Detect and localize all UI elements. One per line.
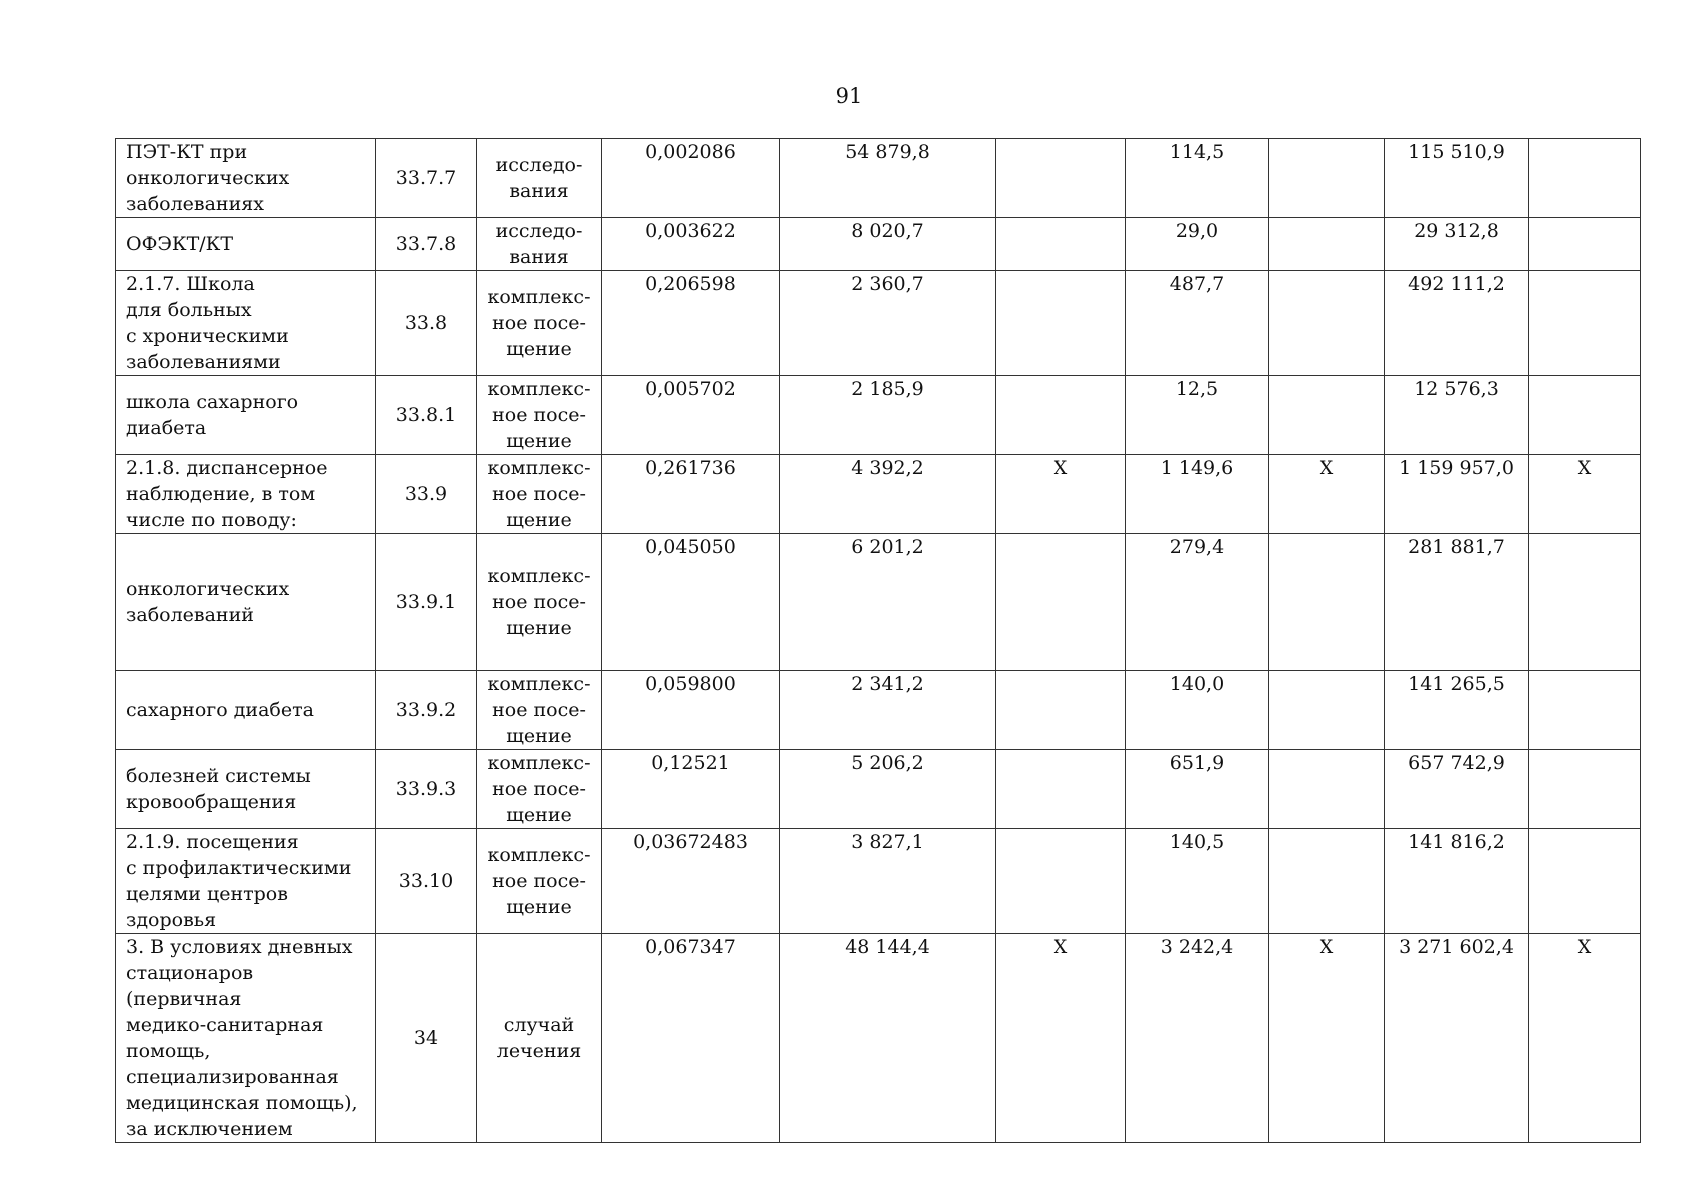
value-cell: 0,067347 [602, 934, 780, 1143]
value-cell: Х [1269, 455, 1385, 534]
value-cell: 141 265,5 [1385, 671, 1529, 750]
row-unit-line: ное посе- [492, 404, 586, 426]
value-cell [1269, 271, 1385, 376]
value-cell: 2 185,9 [780, 376, 996, 455]
value-cell: 0,002086 [602, 139, 780, 218]
row-code-cell: 34 [376, 934, 477, 1143]
value-cell [1529, 139, 1641, 218]
row-name-cell [116, 218, 376, 271]
row-name-cell [116, 829, 376, 934]
value-cell [1529, 271, 1641, 376]
row-name-cell [116, 271, 376, 376]
value-cell: 140,5 [1126, 829, 1269, 934]
row-name-line: ОФЭКТ/КТ [126, 233, 234, 255]
row-name-cell [116, 671, 376, 750]
value-cell [996, 750, 1126, 829]
row-name-cell [116, 139, 376, 218]
row-unit-line: щение [506, 509, 572, 531]
row-code-cell: 33.9 [376, 455, 477, 534]
row-unit-cell [477, 455, 602, 534]
row-unit-cell [477, 218, 602, 271]
value-cell: 487,7 [1126, 271, 1269, 376]
row-unit-line: ное посе- [492, 591, 586, 613]
row-name-line: сахарного диабета [126, 699, 314, 721]
value-cell [996, 218, 1126, 271]
row-unit-line: ное посе- [492, 699, 586, 721]
row-name-cell [116, 534, 376, 671]
value-cell [1269, 829, 1385, 934]
row-unit-line: комплекс- [487, 457, 591, 479]
value-cell: 141 816,2 [1385, 829, 1529, 934]
value-cell [996, 829, 1126, 934]
row-unit-line: случай [503, 1014, 575, 1036]
row-name-cell [116, 934, 376, 1143]
row-unit-line: комплекс- [487, 752, 591, 774]
value-cell [1529, 671, 1641, 750]
value-cell: 279,4 [1126, 534, 1269, 671]
value-cell [1529, 218, 1641, 271]
row-name-line: диабета [126, 417, 207, 439]
page-number: 91 [835, 84, 863, 108]
value-cell: 2 341,2 [780, 671, 996, 750]
row-code-cell: 33.7.8 [376, 218, 477, 271]
row-name-line: 3. В условиях дневных [126, 936, 353, 958]
value-cell: 0,059800 [602, 671, 780, 750]
row-name-line: школа сахарного [126, 391, 299, 413]
row-unit-cell [477, 139, 602, 218]
row-unit-line: комплекс- [487, 286, 591, 308]
value-cell: 657 742,9 [1385, 750, 1529, 829]
value-cell: 0,261736 [602, 455, 780, 534]
value-cell: 0,045050 [602, 534, 780, 671]
row-unit-line: лечения [496, 1040, 582, 1062]
table-row [116, 829, 1641, 934]
row-name-line: ПЭТ-КТ при [126, 141, 248, 163]
value-cell [1269, 534, 1385, 671]
value-cell: 8 020,7 [780, 218, 996, 271]
value-cell: 29,0 [1126, 218, 1269, 271]
row-unit-cell [477, 534, 602, 671]
value-cell: 651,9 [1126, 750, 1269, 829]
table-row [116, 534, 1641, 671]
row-name-line: стационаров (первичная [126, 962, 254, 1010]
value-cell [1529, 534, 1641, 671]
value-cell: Х [1529, 455, 1641, 534]
row-unit-cell [477, 376, 602, 455]
value-cell: 3 271 602,4 [1385, 934, 1529, 1143]
value-cell [996, 139, 1126, 218]
value-cell: 5 206,2 [780, 750, 996, 829]
row-name-cell [116, 376, 376, 455]
value-cell [1529, 376, 1641, 455]
row-unit-cell [477, 271, 602, 376]
table-row [116, 934, 1641, 1143]
row-name-line: заболеваний [126, 604, 254, 626]
value-cell [996, 271, 1126, 376]
row-code-cell: 33.9.3 [376, 750, 477, 829]
row-name-line: помощь, [126, 1040, 211, 1062]
row-unit-line: комплекс- [487, 844, 591, 866]
row-name-line: за исключением [126, 1118, 293, 1140]
row-name-line: медицинская помощь), [126, 1092, 358, 1114]
row-name-line: здоровья [126, 909, 217, 931]
value-cell: 54 879,8 [780, 139, 996, 218]
value-cell: 3 242,4 [1126, 934, 1269, 1143]
value-cell: Х [1529, 934, 1641, 1143]
value-cell: 48 144,4 [780, 934, 996, 1143]
value-cell [996, 671, 1126, 750]
row-name-line: болезней системы [126, 765, 311, 787]
row-code-cell: 33.9.1 [376, 534, 477, 671]
row-unit-line: комплекс- [487, 378, 591, 400]
table-row [116, 750, 1641, 829]
row-name-line: медико-санитарная [126, 1014, 324, 1036]
row-unit-line: комплекс- [487, 565, 591, 587]
row-name-line: онкологических [126, 167, 290, 189]
row-unit-line: ное посе- [492, 778, 586, 800]
row-name-line: с профилактическими [126, 857, 352, 879]
value-cell [1269, 376, 1385, 455]
row-name-line: числе по поводу: [126, 509, 297, 531]
row-unit-cell [477, 829, 602, 934]
row-unit-line: комплекс- [487, 673, 591, 695]
value-cell [996, 534, 1126, 671]
row-name-line: кровообращения [126, 791, 297, 813]
value-cell: 1 159 957,0 [1385, 455, 1529, 534]
row-unit-line: щение [506, 338, 572, 360]
row-name-line: целями центров [126, 883, 288, 905]
row-unit-line: щение [506, 896, 572, 918]
value-cell: 140,0 [1126, 671, 1269, 750]
row-unit-line: ное посе- [492, 870, 586, 892]
row-code-cell: 33.7.7 [376, 139, 477, 218]
table-row [116, 671, 1641, 750]
value-cell: 6 201,2 [780, 534, 996, 671]
table-row [116, 376, 1641, 455]
row-unit-line: ное посе- [492, 483, 586, 505]
row-unit-line: щение [506, 725, 572, 747]
row-name-line: для больных [126, 299, 252, 321]
value-cell [1269, 750, 1385, 829]
value-cell: 0,03672483 [602, 829, 780, 934]
row-unit-line: вания [509, 180, 569, 202]
value-cell: 281 881,7 [1385, 534, 1529, 671]
value-cell: 0,206598 [602, 271, 780, 376]
value-cell [1269, 139, 1385, 218]
row-name-line: заболеваниях [126, 193, 264, 215]
value-cell: 0,12521 [602, 750, 780, 829]
value-cell: Х [996, 455, 1126, 534]
value-cell: 115 510,9 [1385, 139, 1529, 218]
table-row [116, 455, 1641, 534]
table-row [116, 139, 1641, 218]
row-name-line: онкологических [126, 578, 290, 600]
value-cell [1269, 671, 1385, 750]
row-unit-line: щение [506, 804, 572, 826]
value-cell: 492 111,2 [1385, 271, 1529, 376]
row-unit-line: исследо- [495, 154, 583, 176]
value-cell: Х [996, 934, 1126, 1143]
table-row [116, 218, 1641, 271]
value-cell: 2 360,7 [780, 271, 996, 376]
row-unit-line: вания [509, 246, 569, 268]
value-cell: 1 149,6 [1126, 455, 1269, 534]
row-code-cell: 33.8.1 [376, 376, 477, 455]
row-name-line: наблюдение, в том [126, 483, 316, 505]
table-body [116, 139, 1641, 1143]
row-name-cell [116, 750, 376, 829]
value-cell [1529, 750, 1641, 829]
value-cell: 0,003622 [602, 218, 780, 271]
row-name-line: с хроническими [126, 325, 289, 347]
table-row [116, 271, 1641, 376]
row-code-cell: 33.8 [376, 271, 477, 376]
row-name-cell [116, 455, 376, 534]
data-table [115, 138, 1641, 1143]
row-unit-line: исследо- [495, 220, 583, 242]
row-unit-cell [477, 934, 602, 1143]
value-cell: Х [1269, 934, 1385, 1143]
value-cell: 0,005702 [602, 376, 780, 455]
row-unit-cell [477, 671, 602, 750]
value-cell [1529, 829, 1641, 934]
row-name-line: заболеваниями [126, 351, 281, 373]
value-cell: 4 392,2 [780, 455, 996, 534]
value-cell [996, 376, 1126, 455]
row-name-line: 2.1.8. диспансерное [126, 457, 328, 479]
row-name-line: 2.1.9. посещения [126, 831, 299, 853]
row-code-cell: 33.9.2 [376, 671, 477, 750]
row-name-line: специализированная [126, 1066, 339, 1088]
value-cell [1269, 218, 1385, 271]
row-code-cell: 33.10 [376, 829, 477, 934]
value-cell: 114,5 [1126, 139, 1269, 218]
value-cell: 12,5 [1126, 376, 1269, 455]
value-cell: 3 827,1 [780, 829, 996, 934]
row-unit-line: щение [506, 617, 572, 639]
value-cell: 29 312,8 [1385, 218, 1529, 271]
value-cell: 12 576,3 [1385, 376, 1529, 455]
row-unit-line: щение [506, 430, 572, 452]
row-unit-line: ное посе- [492, 312, 586, 334]
row-unit-cell [477, 750, 602, 829]
row-name-line: 2.1.7. Школа [126, 273, 255, 295]
